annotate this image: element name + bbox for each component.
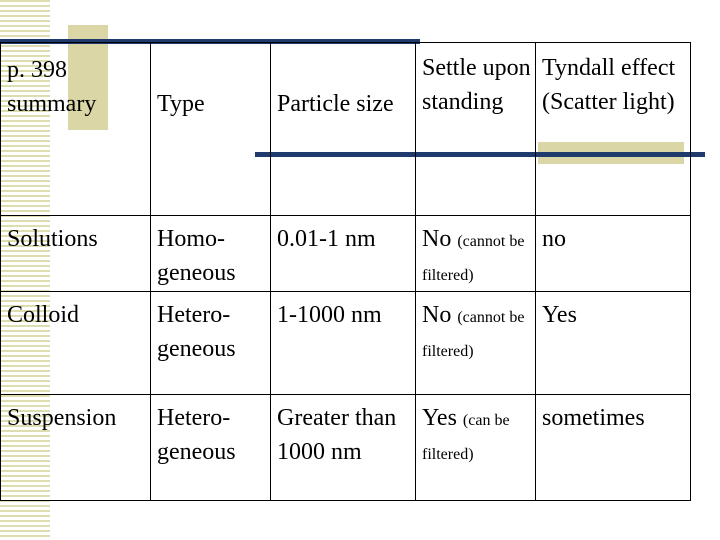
- row-name: Suspension: [1, 395, 151, 501]
- row-tyndall: sometimes: [536, 395, 691, 501]
- row-settle-note: (can be filtered): [422, 412, 510, 463]
- row-settle: No (cannot be filtered): [416, 216, 536, 292]
- row-settle-note: (cannot be filtered): [422, 233, 525, 284]
- header-summary: p. 398 summary: [1, 43, 151, 216]
- row-tyndall: Yes: [536, 292, 691, 395]
- row-type: Homo-geneous: [151, 216, 271, 292]
- row-settle: No (cannot be filtered): [416, 292, 536, 395]
- summary-table: [0, 42, 691, 501]
- header-particle-size: Particle size: [271, 43, 416, 216]
- table-row: [1, 292, 691, 395]
- row-size: 1-1000 nm: [271, 292, 416, 395]
- row-tyndall: no: [536, 216, 691, 292]
- table-row: [1, 216, 691, 292]
- row-name: Colloid: [1, 292, 151, 395]
- row-size: Greater than 1000 nm: [271, 395, 416, 501]
- table-row: [1, 395, 691, 501]
- row-name: Solutions: [1, 216, 151, 292]
- header-row: [1, 43, 691, 216]
- row-type: Hetero-geneous: [151, 292, 271, 395]
- row-settle-note: (cannot be filtered): [422, 309, 525, 360]
- row-size: 0.01-1 nm: [271, 216, 416, 292]
- row-settle: Yes (can be filtered): [416, 395, 536, 501]
- header-settle: Settle upon standing: [416, 43, 536, 216]
- row-type: Hetero-geneous: [151, 395, 271, 501]
- header-type: Type: [151, 43, 271, 216]
- header-tyndall: Tyndall effect (Scatter light): [536, 43, 691, 216]
